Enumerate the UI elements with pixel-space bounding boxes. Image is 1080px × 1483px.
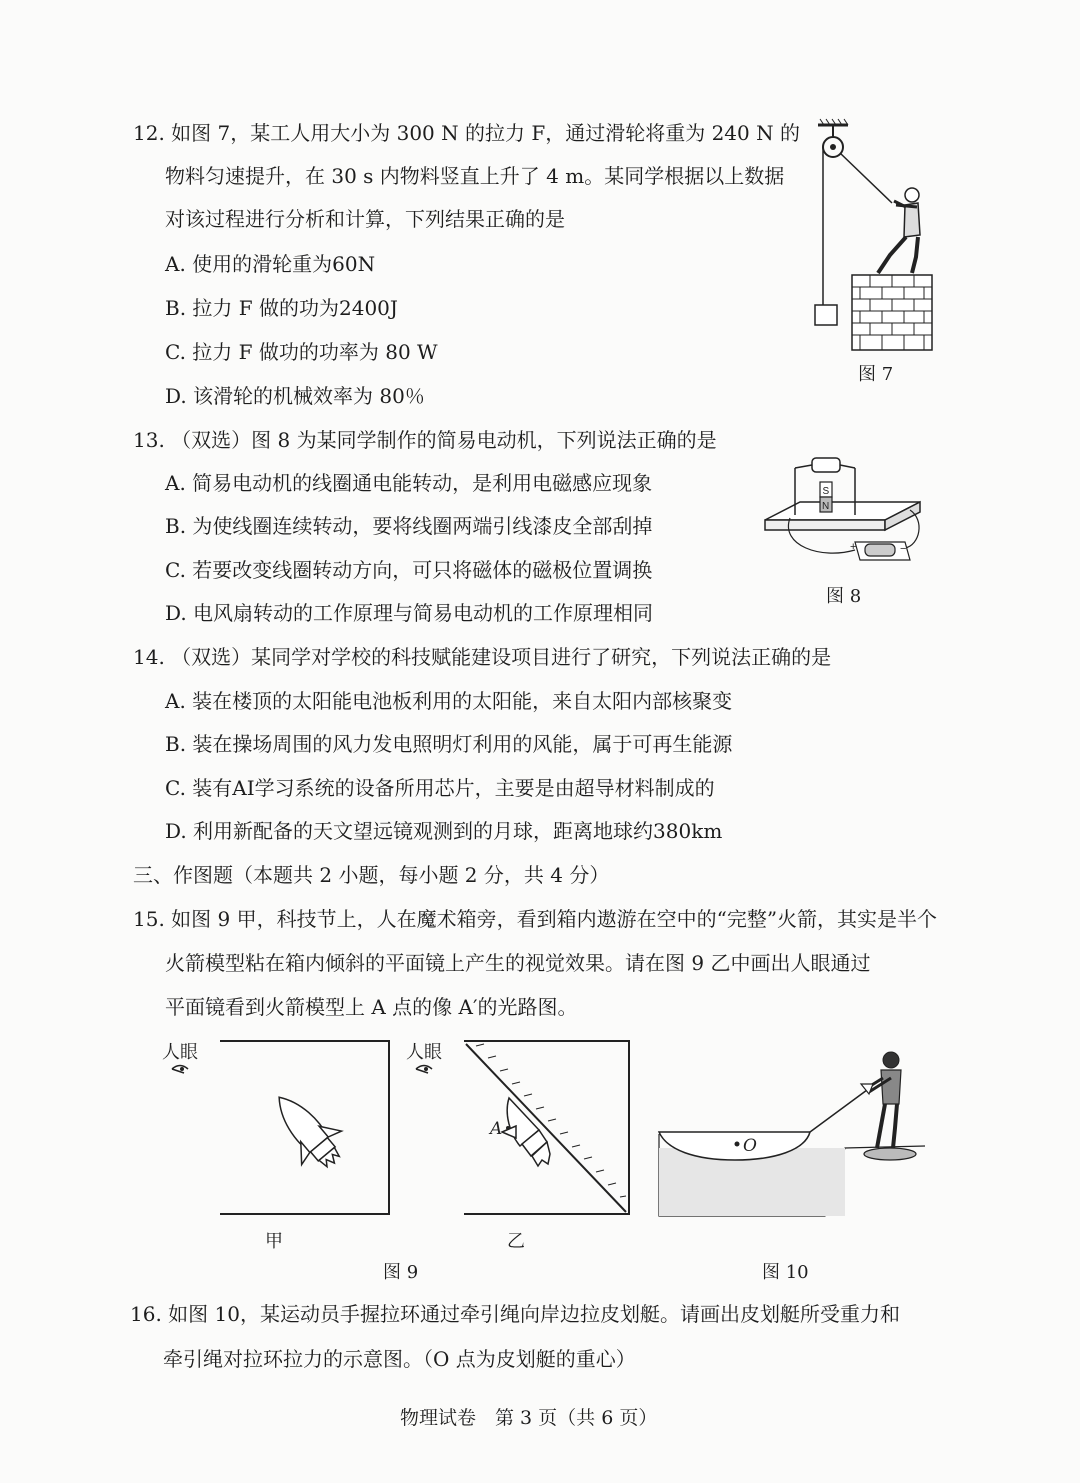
figure-10-caption: 图 10 <box>762 1262 809 1283</box>
q14-stem: 14. （双选）某同学对学校的科技赋能建设项目进行了研究，下列说法正确的是 <box>133 645 832 669</box>
q12-option-b: B. 拉力 F 做的功为2400J <box>165 296 398 320</box>
eye-icon <box>172 1066 188 1074</box>
figure-10-kayak-shore <box>655 1048 930 1228</box>
figure-8-simple-motor <box>760 450 930 580</box>
eye-icon <box>416 1066 432 1074</box>
q14-option-c: C. 装有AI学习系统的设备所用芯片，主要是由超导材料制成的 <box>165 776 715 800</box>
point-a-dot <box>506 1126 510 1130</box>
q14-option-d: D. 利用新配备的天文望远镜观测到的月球，距离地球约380km <box>165 819 723 843</box>
point-o-label: O <box>743 1136 757 1156</box>
battery-plus-label: + <box>850 541 857 553</box>
magnet-s-label: S <box>822 486 830 497</box>
figure-9-caption: 图 9 <box>383 1262 419 1283</box>
rocket-full-icon <box>259 1081 354 1180</box>
section-3-heading: 三、作图题（本题共 2 小题，每小题 2 分，共 4 分） <box>133 863 610 887</box>
q14-option-a: A. 装在楼顶的太阳能电池板利用的太阳能，来自太阳内部核聚变 <box>165 689 733 713</box>
fig9-jia-label: 甲 <box>265 1231 283 1252</box>
q16-stem-line1: 16. 如图 10，某运动员手握拉环通过牵引绳向岸边拉皮划艇。请画出皮划艇所受重力和 <box>130 1302 900 1326</box>
figure-8-caption: 图 8 <box>826 586 862 607</box>
magnet-n-label: N <box>822 501 830 512</box>
q12-option-c: C. 拉力 F 做功的功率为 80 W <box>165 340 438 364</box>
q12-stem-line2: 物料匀速提升，在 30 s 内物料竖直上升了 4 m。某同学根据以上数据 <box>165 164 785 188</box>
battery-minus-label: − <box>900 543 907 555</box>
q13-option-a: A. 简易电动机的线圈通电能转动，是利用电磁感应现象 <box>165 471 653 495</box>
q12-option-a: A. 使用的滑轮重为60N <box>165 252 376 276</box>
figure-9-yi-mirror-box <box>404 1036 644 1226</box>
fig9-yi-eye-label: 人眼 <box>406 1042 442 1063</box>
q14-option-b: B. 装在操场周围的风力发电照明灯利用的风能，属于可再生能源 <box>165 732 733 756</box>
point-a-label: A <box>490 1119 503 1139</box>
fig9-jia-eye-label: 人眼 <box>162 1042 198 1063</box>
figure-7-pulley-worker <box>800 115 950 360</box>
page-footer: 物理试卷 第 3 页（共 6 页） <box>400 1407 658 1429</box>
point-o-dot <box>735 1142 740 1147</box>
q13-option-c: C. 若要改变线圈转动方向，可只将磁体的磁极位置调换 <box>165 558 653 582</box>
q13-option-d: D. 电风扇转动的工作原理与简易电动机的工作原理相同 <box>165 601 654 625</box>
q13-stem: 13. （双选）图 8 为某同学制作的简易电动机，下列说法正确的是 <box>133 428 717 452</box>
q15-stem-line3: 平面镜看到火箭模型上 A 点的像 A′的光路图。 <box>165 995 578 1019</box>
fig9-yi-label: 乙 <box>507 1231 525 1252</box>
q12-stem-line1: 12. 如图 7，某工人用大小为 300 N 的拉力 F，通过滑轮将重为 240 N 的 <box>133 121 800 145</box>
q12-stem-line3: 对该过程进行分析和计算，下列结果正确的是 <box>165 207 565 231</box>
q13-option-b: B. 为使线圈连续转动，要将线圈两端引线漆皮全部刮掉 <box>165 514 653 538</box>
q15-stem-line2: 火箭模型粘在箱内倾斜的平面镜上产生的视觉效果。请在图 9 乙中画出人眼通过 <box>165 951 871 975</box>
tow-rope <box>810 1090 867 1132</box>
q12-option-d: D. 该滑轮的机械效率为 80％ <box>165 384 425 408</box>
q15-stem-line1: 15. 如图 9 甲，科技节上，人在魔术箱旁，看到箱内遨游在空中的“完整”火箭，其实是半个 <box>133 907 938 931</box>
figure-9-jia-magic-box <box>160 1036 400 1226</box>
q16-stem-line2: 牵引绳对拉环拉力的示意图。（O 点为皮划艇的重心） <box>163 1347 636 1371</box>
figure-7-caption: 图 7 <box>858 364 894 385</box>
